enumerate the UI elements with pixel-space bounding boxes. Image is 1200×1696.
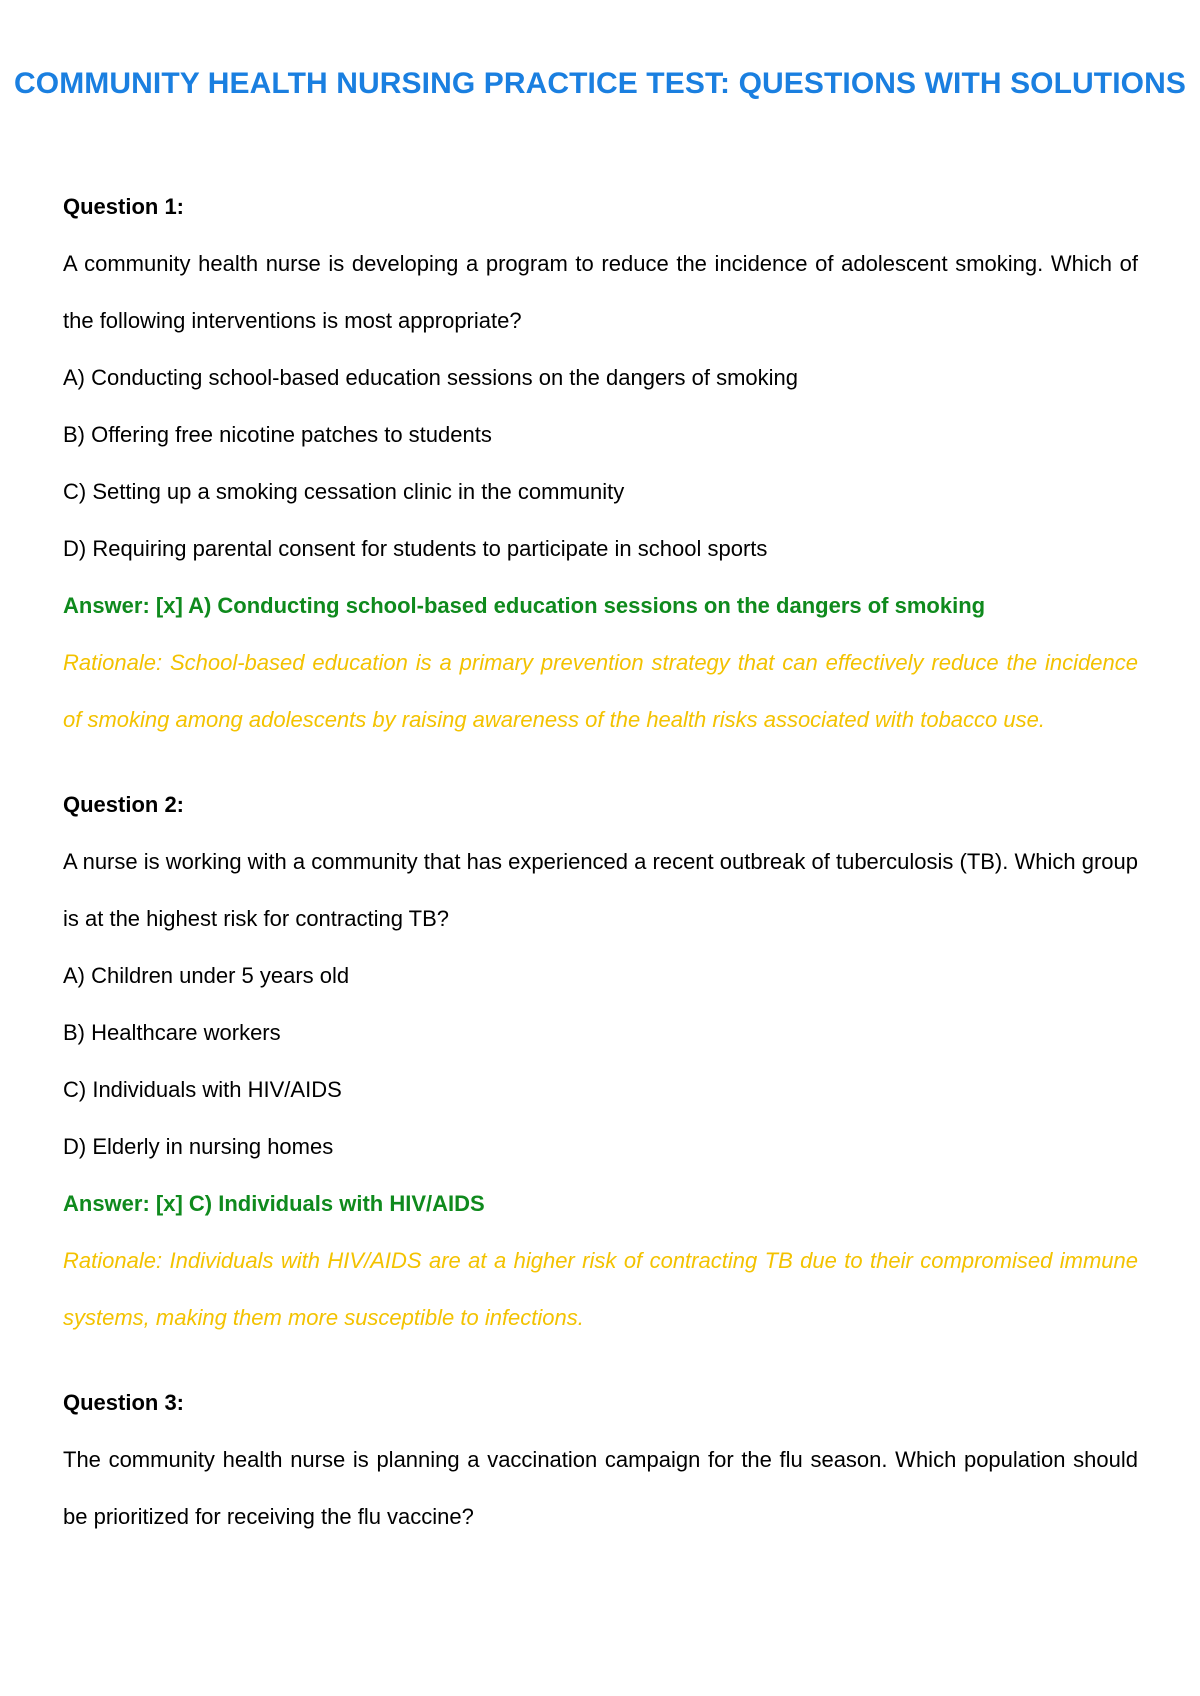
- question-text: The community health nurse is planning a vaccination campaign for the flu season. Which population should be prioritized for receiving the flu vaccine?: [63, 1447, 1138, 1529]
- question-text: A nurse is working with a community that has experienced a recent outbreak of tuberculosis (TB). Which group is at the highest risk for contracting TB?: [63, 849, 1138, 931]
- option-c: C) Individuals with HIV/AIDS: [63, 1077, 342, 1102]
- option-d: D) Elderly in nursing homes: [63, 1134, 334, 1159]
- option-d: D) Requiring parental consent for students to participate in school sports: [63, 536, 768, 561]
- option-a: A) Conducting school-based education sessions on the dangers of smoking: [63, 365, 799, 390]
- rationale-text: Rationale: School-based education is a primary prevention strategy that can effectively reduce the incidence of smoking among adolescents by raising awareness of the health risks associated with tobacco use.: [63, 650, 1138, 732]
- question-heading: Question 2:: [63, 792, 185, 817]
- option-a: A) Children under 5 years old: [63, 963, 350, 988]
- option-b: B) Offering free nicotine patches to students: [63, 422, 492, 447]
- answer-line: Answer: [x] A) Conducting school-based education sessions on the dangers of smoking: [63, 593, 986, 618]
- document-body: [63, 178, 1138, 1573]
- question-heading: Question 1:: [63, 194, 185, 219]
- question-block-2: [63, 776, 1138, 1346]
- question-block-1: [63, 178, 1138, 748]
- document-title: COMMUNITY HEALTH NURSING PRACTICE TEST: QUESTIONS WITH SOLUTIONS: [14, 67, 1186, 100]
- question-heading: Question 3:: [63, 1390, 185, 1415]
- rationale-text: Rationale: Individuals with HIV/AIDS are at a higher risk of contracting TB due to their compromised immune systems, making them more susceptible to infections.: [63, 1248, 1138, 1330]
- option-b: B) Healthcare workers: [63, 1020, 281, 1045]
- question-text: A community health nurse is developing a program to reduce the incidence of adolescent smoking. Which of the following interventions is most appropriate?: [63, 251, 1138, 333]
- answer-line: Answer: [x] C) Individuals with HIV/AIDS: [63, 1191, 485, 1216]
- option-c: C) Setting up a smoking cessation clinic in the community: [63, 479, 625, 504]
- question-block-3: [63, 1374, 1138, 1545]
